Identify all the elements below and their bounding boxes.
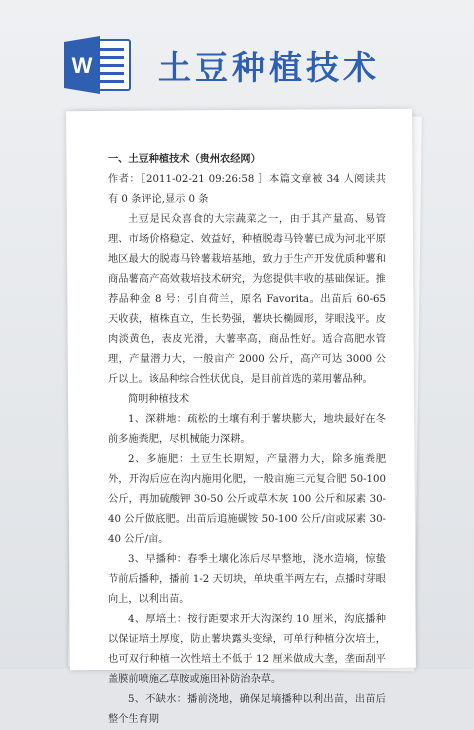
word-document-icon bbox=[64, 34, 132, 96]
paragraph-step-4: 4、厚培土：按行距要求开大沟深约 10 厘米，沟底播种以保证培土厚度，防止薯块露头变绿，可单行种植分次培土，也可双行种植一次性培土不低于 12 厘米做成大垄，垄面刮平盖膜前喷施乙草胺或施田补防治杂草。 bbox=[108, 614, 386, 685]
paragraph-step-1: 1、深耕地：疏松的土壤有利于薯块膨大，地块最好在冬前多施粪肥，尽机械能力深耕。 bbox=[108, 414, 386, 445]
paragraph-step-5: 5、不缺水：播前浇地，确保足墒播种以利出苗，出苗后整个生育期 bbox=[108, 694, 386, 725]
section-title: 简明种植技术 bbox=[128, 394, 190, 405]
document-meta: 作者：［2011-02-21 09:26:58 ］本篇文章被 34 人阅读共有 0 条评论,显示 0 条 bbox=[108, 174, 386, 205]
document-heading: 一、土豆种植技术（贵州农经网） bbox=[108, 154, 261, 165]
paragraph-step-2: 2、多施肥：土豆生长期短，产量潜力大，除多施粪肥外，开沟后应在沟内施用化肥，一般亩施三元复合肥 50-100 公斤，再加硫酸钾 30-50 公斤或草木灰 100 公斤和尿素 30-40 公斤做底肥。出苗后追施碳铵 50-100 公斤/亩或尿素 30-40 公斤/亩。 bbox=[108, 454, 386, 545]
paragraph-intro: 土豆是民众喜食的大宗蔬菜之一，由于其产量高、易管理、市场价格稳定、效益好，种植脱毒马铃薯已成为河北平原地区最大的脱毒马铃薯栽培基地，致力于生产开发优质种薯和商品薯高产高效栽培技术研究，为您提供丰收的基础保证。推荐品种金 8 号：引自荷兰，原名 Favorita。出苗后 60-65 天收获，植株直立，生长势强，薯块长椭圆形，芽眼浅平。皮肉淡黄色，表皮光滑，大薯率高，商品性好。适合高肥水管理，产量潜力大，一般亩产 2000 公斤，高产可达 3000 公斤以上。该品种综合性状优良，是目前首选的菜用薯品种。 bbox=[108, 214, 386, 385]
paragraph-step-3: 3、早播种：春季土壤化冻后尽早整地，浇水造墒，惊蛰节前后播种，播前 1-2 天切块，单块重半两左右，点播时芽眼向上，以利出苗。 bbox=[108, 554, 386, 605]
header bbox=[0, 0, 474, 110]
document-content bbox=[108, 150, 386, 730]
page-title: 土豆种植技术 bbox=[158, 48, 380, 87]
word-icon-letter: W bbox=[71, 53, 93, 78]
